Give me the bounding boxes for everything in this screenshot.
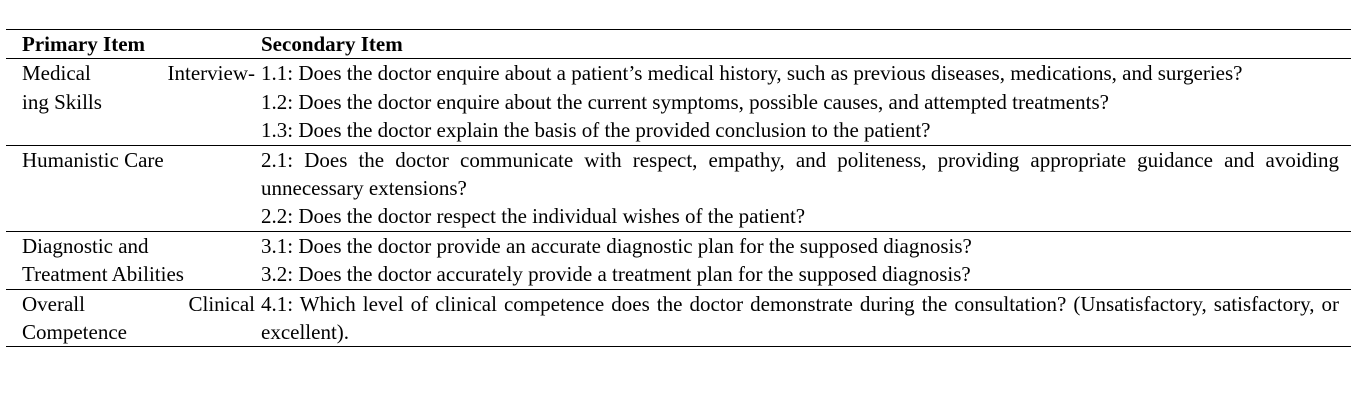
primary-item-line: Competence (22, 320, 127, 345)
secondary-item-cell (261, 231, 1351, 289)
primary-item-line: ing Skills (22, 89, 102, 114)
secondary-item-text: 1.2: Does the doctor enquire about the current symptoms, possible causes, and attempted treatments? (261, 89, 1109, 114)
evaluation-criteria-table (6, 29, 1351, 347)
secondary-item-text: 3.2: Does the doctor accurately provide a treatment plan for the supposed diagnosis? (261, 262, 971, 287)
primary-item-line: Medical Interview- (22, 61, 255, 86)
secondary-item-cell (261, 289, 1351, 347)
secondary-item-text: 4.1: Which level of clinical competence does the doctor demonstrate during the consultation? (Unsatisfactory, satisfactory, or excellent). (261, 291, 1339, 345)
primary-item-cell (6, 145, 261, 231)
primary-item-cell (6, 289, 261, 347)
primary-item-line: Humanistic Care (22, 147, 164, 172)
primary-item-line: Treatment Abilities (22, 262, 184, 287)
secondary-item-text: 1.3: Does the doctor explain the basis of the provided conclusion to the patient? (261, 118, 931, 143)
secondary-item-header: Secondary Item (261, 32, 403, 56)
primary-item-header: Primary Item (22, 32, 146, 56)
secondary-item-cell (261, 59, 1351, 145)
primary-item-line: Overall Clinical (22, 291, 255, 316)
evaluation-criteria-table-container (6, 29, 1351, 347)
table-row (6, 231, 1351, 289)
secondary-item-cell (261, 145, 1351, 231)
secondary-item-text: 2.1: Does the doctor communicate with respect, empathy, and politeness, providing appropriate guidance and avoiding unnecessary extensions? (261, 147, 1339, 201)
header-row (6, 30, 1351, 59)
primary-item-line: Diagnostic and (22, 233, 149, 258)
primary-item-cell (6, 59, 261, 145)
table-row (6, 289, 1351, 347)
secondary-item-text: 1.1: Does the doctor enquire about a patient’s medical history, such as previous diseases, medications, and surgeries? (261, 61, 1243, 86)
table-row (6, 59, 1351, 145)
table-row (6, 145, 1351, 231)
secondary-item-text: 2.2: Does the doctor respect the individual wishes of the patient? (261, 204, 806, 229)
secondary-item-text: 3.1: Does the doctor provide an accurate diagnostic plan for the supposed diagnosis? (261, 233, 972, 258)
primary-item-cell (6, 231, 261, 289)
